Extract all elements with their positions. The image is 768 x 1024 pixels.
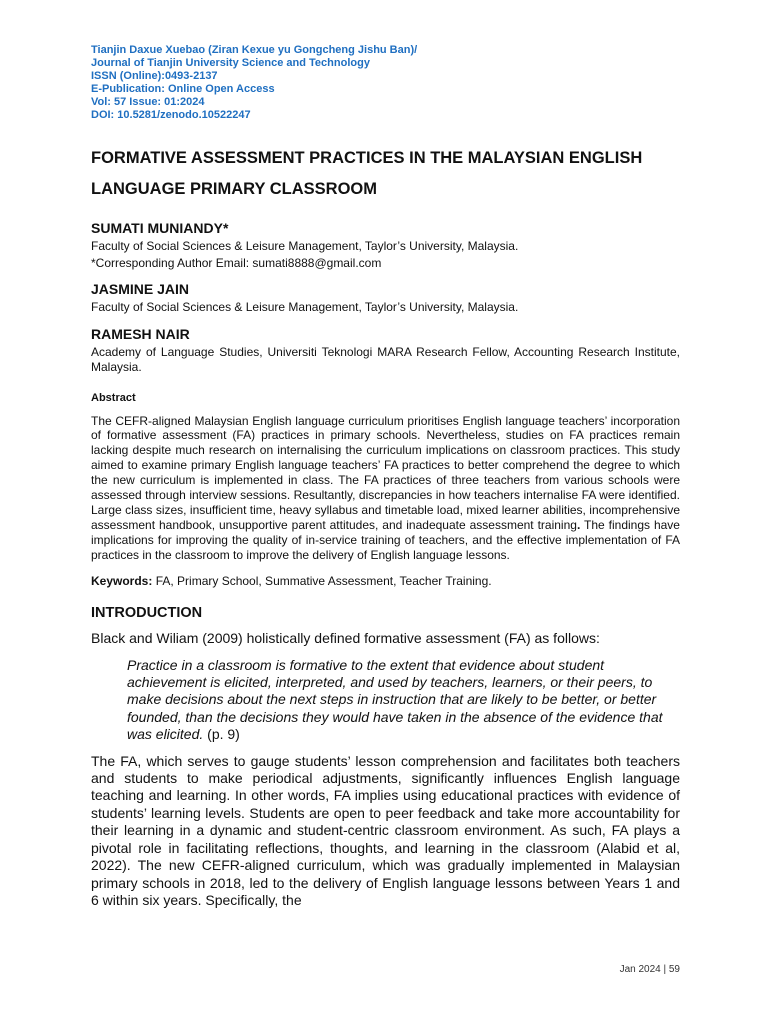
journal-header [91, 44, 680, 123]
introduction-paragraph: The FA, which serves to gauge students’ lesson comprehension and facilitates both teachers and students to make periodical adjustments, significantly influences English language teaching and learning. In other words, FA implies using educational practices with evidence of students’ learning levels. Students are open to peer feedback and take more accountability for their learning in a dynamic and student-centric classroom environment. As such, FA plays a pivotal role in facilitating reflections, thoughts, and learning in the classroom (Alabid et al, 2022). The new CEFR-aligned curriculum, which was gradually implemented in Malaysian primary schools in 2018, led to the delivery of English language lessons between Years 1 and 6 within six years. Specifically, the [91, 752, 680, 908]
author-name-1: SUMATI MUNIANDY* [91, 219, 229, 236]
abstract-text-part2: The findings have implications for improving the quality of in-service training of teachers, and the effective implementation of FA practices in the classroom to improve the delivery of English language lessons. [91, 517, 680, 562]
keywords [91, 574, 680, 588]
paper-title: FORMATIVE ASSESSMENT PRACTICES IN THE MALAYSIAN ENGLISH LANGUAGE PRIMARY CLASSROOM [91, 148, 643, 198]
keywords-text: FA, Primary School, Summative Assessment, Teacher Training. [152, 573, 492, 588]
abstract-text-part1: The CEFR-aligned Malaysian English language curriculum prioritises English language teachers’ incorporation of formative assessment (FA) practices in primary schools. Nevertheless, studies on FA practices remain lacking despite much research on internalising the curriculum implications on classroom practices. This study aimed to examine primary English language teachers’ FA practices to better comprehend the degree to which the new curriculum is implemented in class. The FA practices of three teachers from various schools were assessed through interview sessions. Resultantly, discrepancies in how teachers internalise FA were identified. Large class sizes, insufficient time, heavy syllabus and timetable load, mixed learner abilities, incomprehensive assessment handbook, unsupportive parent attitudes, and inadequate assessment training [91, 413, 680, 532]
journal-issn: ISSN (Online):0493-2137 [91, 70, 218, 83]
abstract-text [91, 414, 680, 563]
author-affiliation-1: Faculty of Social Sciences & Leisure Management, Taylor’s University, Malaysia. [91, 238, 519, 253]
introduction-lead: Black and Wiliam (2009) holistically defined formative assessment (FA) as follows: [91, 629, 600, 646]
author-email: *Corresponding Author Email: sumati8888@gmail.com [91, 255, 382, 270]
introduction-heading: INTRODUCTION [91, 604, 203, 621]
author-affiliation-2: Faculty of Social Sciences & Leisure Management, Taylor’s University, Malaysia. [91, 299, 519, 314]
page-footer: Jan 2024 | 59 [619, 964, 680, 975]
block-quote [127, 657, 680, 744]
author-name-2: JASMINE JAIN [91, 280, 190, 297]
keywords-label: Keywords: [91, 573, 153, 588]
abstract-bold-period: . [576, 517, 581, 532]
abstract-heading: Abstract [91, 391, 136, 404]
author-affiliation-3: Academy of Language Studies, Universiti Teknologi MARA Research Fellow, Accounting Research Institute, Malaysia. [91, 344, 680, 374]
journal-publication-type: E-Publication: Online Open Access [91, 83, 275, 96]
journal-volume-issue: Vol: 57 Issue: 01:2024 [91, 96, 205, 109]
quote-text: Practice in a classroom is formative to the extent that evidence about student achievement is elicited, interpreted, and used by teachers, learners, or their peers, to make decisions about the next steps in instruction that are likely to be better, or better founded, than the decisions they would have taken in the absence of the evidence that was elicited. [127, 656, 663, 743]
author-name-3: RAMESH NAIR [91, 325, 190, 342]
journal-name-line: Tianjin Daxue Xuebao (Ziran Kexue yu Gongcheng Jishu Ban)/ [91, 44, 418, 56]
quote-citation: (p. 9) [203, 726, 240, 743]
journal-english-name: Journal of Tianjin University Science and Technology [91, 57, 370, 70]
journal-doi: DOI: 10.5281/zenodo.10522247 [91, 109, 251, 122]
